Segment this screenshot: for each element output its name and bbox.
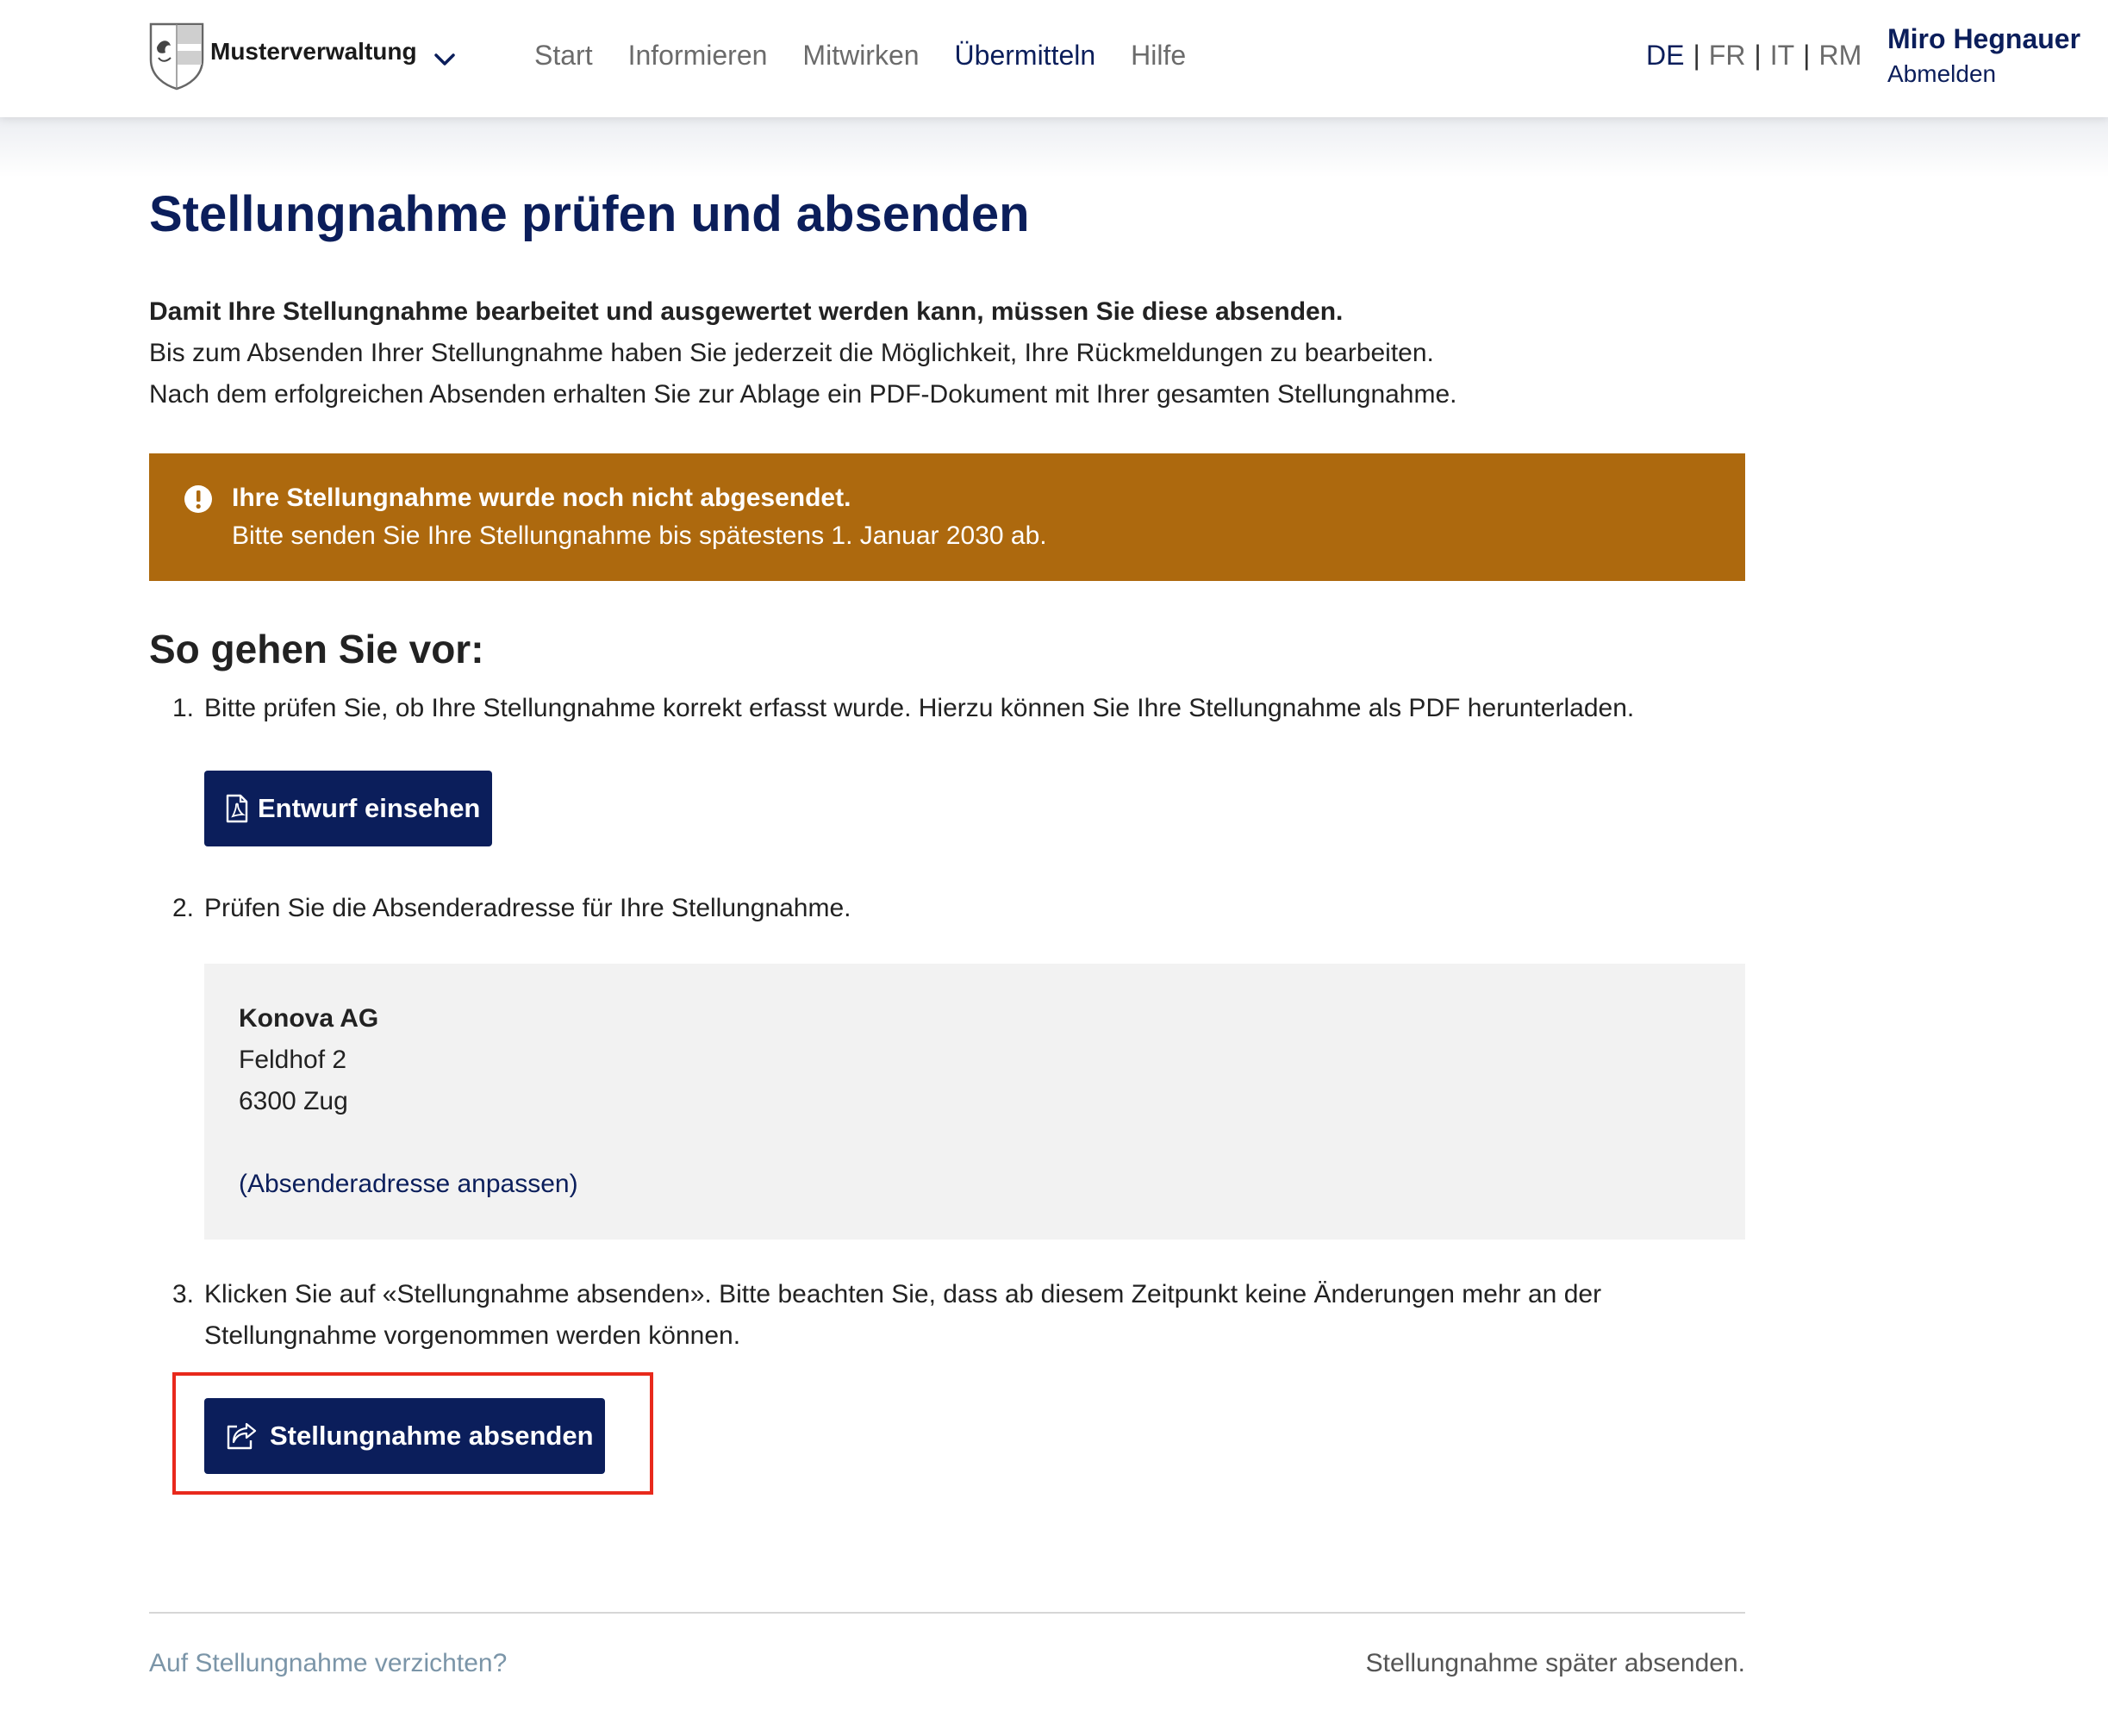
warning-alert — [149, 453, 1745, 581]
nav-item-uebermitteln[interactable]: Übermitteln — [954, 40, 1096, 71]
lang-rm[interactable]: RM — [1818, 40, 1862, 71]
logout-link[interactable]: Abmelden — [1887, 60, 1997, 87]
header-shadow — [0, 117, 2108, 178]
submit-statement-label: Stellungnahme absenden — [270, 1421, 594, 1451]
exclamation-circle-icon — [184, 484, 213, 514]
nav-item-informieren[interactable]: Informieren — [627, 40, 768, 71]
nav-item-hilfe[interactable]: Hilfe — [1131, 40, 1187, 71]
nav-item-mitwirken[interactable]: Mitwirken — [802, 40, 920, 71]
alert-message: Bitte senden Sie Ihre Stellungnahme bis spätestens 1. Januar 2030 ab. — [232, 521, 1047, 550]
submit-later-link[interactable]: Stellungnahme später absenden. — [1365, 1649, 1745, 1677]
step-text: Klicken Sie auf «Stellungnahme absenden». Bitte beachten Sie, dass ab diesem Zeitpunkt keine Änderungen mehr an der Stellungnahme vorgenommen werden können. — [204, 1280, 1602, 1350]
footer-divider — [149, 1612, 1745, 1614]
intro-line-2: Bis zum Absenden Ihrer Stellungnahme haben Sie jederzeit die Möglichkeit, Ihre Rückmeldungen zu bearbeiten. — [149, 339, 1434, 367]
view-draft-button[interactable] — [204, 771, 492, 846]
address-street: Feldhof 2 — [239, 1046, 347, 1074]
submit-statement-button[interactable] — [204, 1398, 605, 1474]
view-draft-label: Entwurf einsehen — [258, 793, 481, 823]
lang-separator: | — [1754, 40, 1762, 71]
share-export-icon — [225, 1421, 258, 1451]
lang-de[interactable]: DE — [1646, 40, 1685, 71]
step-1 — [172, 688, 1704, 729]
coat-of-arms-icon — [148, 22, 205, 91]
language-switcher — [1646, 34, 1862, 76]
intro-text — [149, 291, 1745, 415]
org-logo[interactable] — [148, 21, 457, 91]
lang-it[interactable]: IT — [1769, 40, 1795, 71]
address-city: 6300 Zug — [239, 1087, 348, 1115]
user-name: Miro Hegnauer — [1887, 23, 2081, 54]
edit-address-link[interactable]: (Absenderadresse anpassen) — [239, 1170, 578, 1198]
lang-fr[interactable]: FR — [1708, 40, 1746, 71]
step-3 — [172, 1274, 1704, 1357]
alert-title: Ihre Stellungnahme wurde noch nicht abgesendet. — [232, 484, 851, 512]
user-menu — [1887, 21, 2080, 91]
step-text: Prüfen Sie die Absenderadresse für Ihre Stellungnahme. — [204, 894, 851, 922]
org-name: Musterverwaltung — [210, 38, 417, 65]
intro-bold: Damit Ihre Stellungnahme bearbeitet und ausgewertet werden kann, müssen Sie diese absenden. — [149, 297, 1344, 326]
main-nav — [534, 34, 1221, 76]
main-content — [149, 178, 1745, 415]
step-number: 1. — [172, 694, 195, 722]
decline-statement-link[interactable]: Auf Stellungnahme verzichten? — [149, 1649, 508, 1677]
top-header — [0, 0, 2108, 117]
step-text: Bitte prüfen Sie, ob Ihre Stellungnahme korrekt erfasst wurde. Hierzu können Sie Ihre Stellungnahme als PDF herunterladen. — [204, 694, 1635, 722]
nav-item-start[interactable]: Start — [534, 40, 593, 71]
address-company: Konova AG — [239, 1004, 379, 1033]
step-number: 2. — [172, 894, 195, 922]
step-2 — [172, 888, 1704, 929]
chevron-down-icon[interactable] — [433, 47, 457, 72]
pdf-file-icon — [225, 794, 249, 823]
intro-line-3: Nach dem erfolgreichen Absenden erhalten Sie zur Ablage ein PDF-Dokument mit Ihrer gesamten Stellungnahme. — [149, 380, 1457, 409]
lang-separator: | — [1803, 40, 1811, 71]
page-title: Stellungnahme prüfen und absenden — [149, 186, 1030, 242]
step-number: 3. — [172, 1280, 195, 1308]
steps-heading: So gehen Sie vor: — [149, 627, 484, 671]
sender-address-box — [204, 964, 1745, 1240]
lang-separator: | — [1693, 40, 1700, 71]
